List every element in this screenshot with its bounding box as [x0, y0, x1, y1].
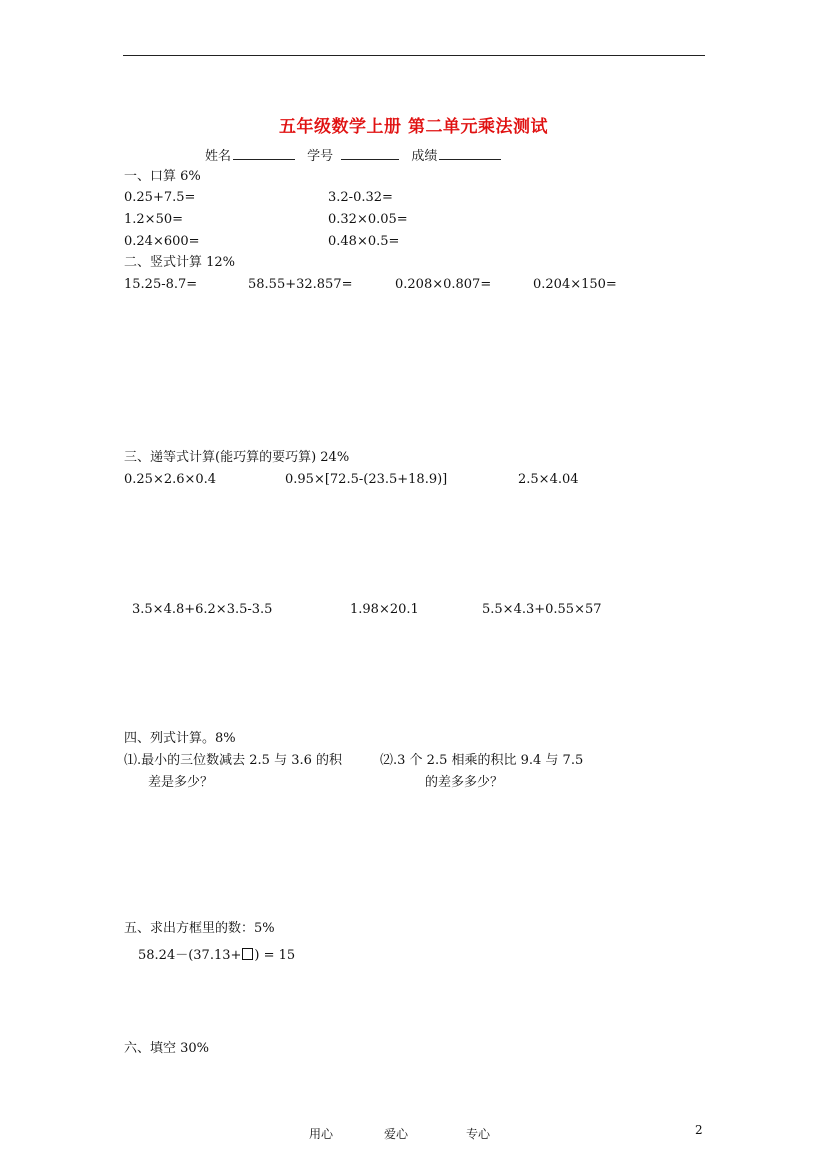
s1-item: 0.24×600=	[124, 234, 200, 249]
s4-q1-line2: 差是多少？	[148, 775, 214, 790]
score-field[interactable]	[439, 147, 501, 160]
s3-item: 0.95×[72.5-(23.5+18.9)]	[285, 472, 448, 487]
score-label: 成绩	[411, 149, 438, 164]
page-number: 2	[695, 1123, 703, 1137]
section-6-heading: 六、填空 30%	[124, 1041, 210, 1056]
s3-item: 1.98×20.1	[350, 602, 419, 617]
number-label: 学号	[307, 149, 334, 164]
s3-item: 0.25×2.6×0.4	[124, 472, 217, 487]
page-title: 五年级数学上册 第二单元乘法测试	[279, 117, 548, 137]
name-label: 姓名	[205, 149, 232, 164]
section-2-heading: 二、竖式计算 12%	[124, 255, 236, 270]
s3-item: 3.5×4.8+6.2×3.5-3.5	[132, 602, 273, 617]
footer-text-2: 爱心	[384, 1127, 409, 1141]
s1-item: 0.25+7.5=	[124, 190, 196, 205]
s4-q2-line1: ⑵.3 个 2.5 相乘的积比 9.4 与 7.5	[380, 753, 584, 768]
section-4-heading: 四、列式计算。8%	[124, 731, 236, 746]
s3-item: 5.5×4.3+0.55×57	[482, 602, 602, 617]
s1-item: 3.2-0.32=	[328, 190, 393, 205]
header-rule	[123, 55, 705, 56]
section-1-heading: 一、口算 6%	[124, 169, 201, 184]
s3-item: 2.5×4.04	[518, 472, 579, 487]
s4-q2-line2: 的差多多少？	[425, 775, 504, 790]
s2-item: 0.208×0.807=	[395, 277, 492, 292]
s5-expr-right: ) = 15	[254, 948, 296, 963]
s5-expr-left: 58.24－(37.13+	[138, 948, 242, 963]
student-info	[205, 147, 503, 165]
s4-q1-line1: ⑴.最小的三位数减去 2.5 与 3.6 的积	[124, 753, 343, 768]
footer-text-3: 专心	[466, 1127, 491, 1141]
s5-expression	[138, 948, 295, 964]
s2-item: 58.55+32.857=	[248, 277, 353, 292]
s2-item: 0.204×150=	[533, 277, 617, 292]
name-field[interactable]	[233, 147, 295, 160]
section-3-heading: 三、递等式计算(能巧算的要巧算) 24%	[124, 450, 350, 465]
section-5-heading: 五、求出方框里的数：5%	[124, 921, 275, 936]
answer-box[interactable]	[242, 948, 253, 960]
s1-item: 0.32×0.05=	[328, 212, 408, 227]
number-field[interactable]	[341, 147, 399, 160]
s1-item: 0.48×0.5=	[328, 234, 400, 249]
s2-item: 15.25-8.7=	[124, 277, 198, 292]
footer-text-1: 用心	[309, 1127, 334, 1141]
s1-item: 1.2×50=	[124, 212, 184, 227]
